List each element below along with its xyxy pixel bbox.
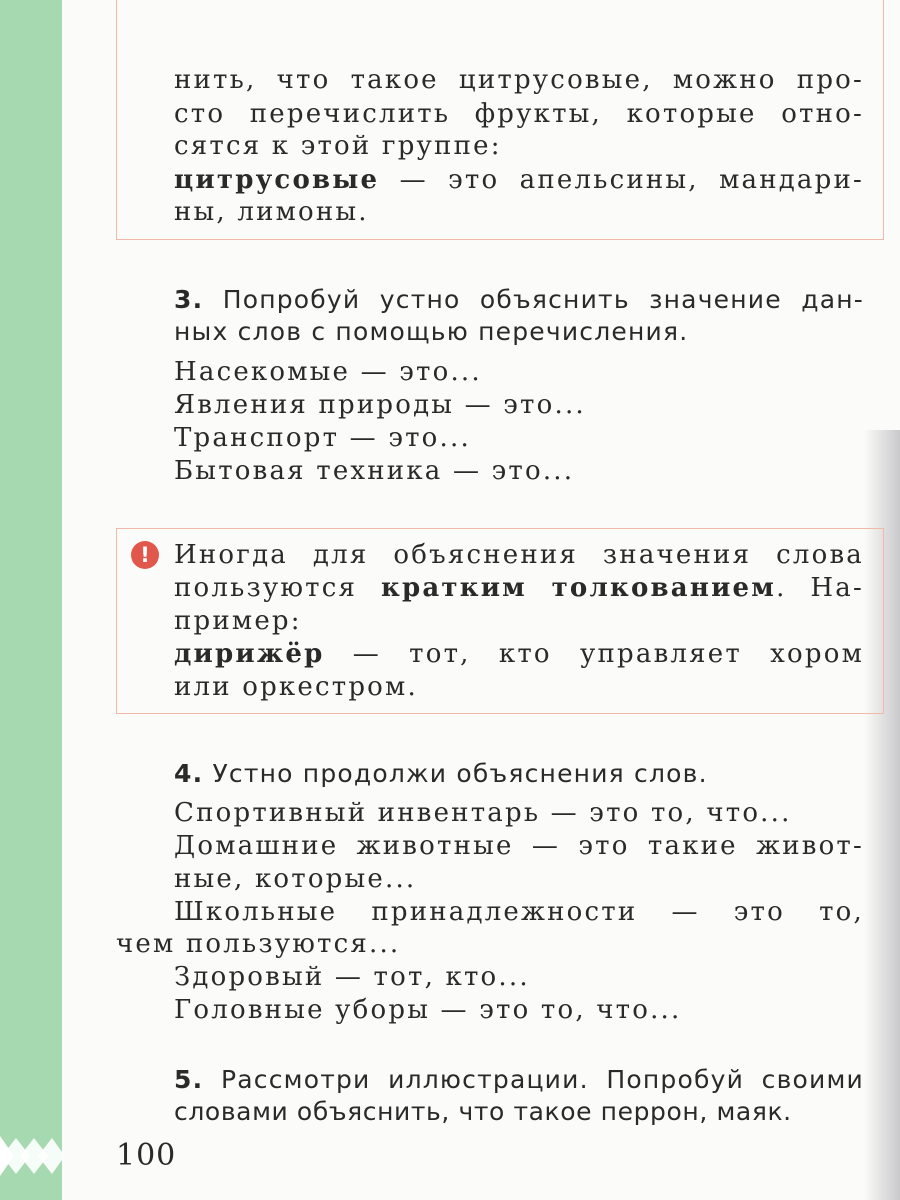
page-number: 100 [116, 1138, 177, 1173]
box2-line-4 [174, 638, 864, 670]
task3-item-1: Насекомые — это... [174, 357, 482, 387]
box1-line-2: сто перечислить фрукты, которые отно- [174, 99, 864, 129]
box1-line-5: ны, лимоны. [174, 197, 369, 227]
box1-line-3: сятся к этой группе: [174, 131, 502, 161]
task5-number: 5. [174, 1065, 204, 1094]
box1-line-4-rest: — это апельсины, мандари- [379, 165, 864, 195]
task3-number: 3. [174, 285, 204, 314]
decorative-triangles [0, 1136, 62, 1176]
task4-line-1: Спортивный инвентарь — это то, что... [174, 798, 792, 828]
task5-line-1 [174, 1064, 864, 1096]
box2-line-3: пример: [174, 606, 302, 636]
box2-line-5: или оркестром. [174, 672, 418, 702]
box2-line-1: Иногда для объяснения значения слова [174, 540, 864, 570]
task4-line-5: чем пользуются... [116, 929, 401, 959]
task3-item-2: Явления природы — это... [174, 390, 586, 420]
task3-line-1 [174, 284, 864, 316]
box2-line-4-rest: — тот, кто управляет хором [324, 639, 864, 669]
task4-line-3: ные, которые... [174, 864, 417, 894]
box2-line-2-a: пользуются [174, 573, 381, 603]
box1-line-4 [174, 164, 864, 196]
exclamation-icon: ! [131, 541, 159, 569]
term-citrus: цитрусовые [174, 165, 380, 195]
task5-line-2: словами объяснить, что такое перрон, маяк. [174, 1097, 792, 1126]
term-brief-interpretation: кратким толкованием [381, 573, 777, 603]
task4-number: 4. [174, 759, 204, 788]
task4-line-4: Школьные принадлежности — это то, [174, 897, 864, 927]
task4-line-7: Головные уборы — это то, что... [174, 995, 682, 1025]
box2-line-2-b: . На- [776, 573, 864, 603]
task3-item-3: Транспорт — это... [174, 423, 471, 453]
task3-line-2: ных слов с помощью перечисления. [174, 317, 689, 346]
task3-item-4: Бытовая техника — это... [174, 456, 575, 486]
task4-line-2: Домашние животные — это такие живот- [174, 831, 864, 861]
box1-line-1: нить, что такое цитрусовые, можно про- [174, 65, 864, 95]
margin-strip [0, 0, 62, 1200]
box2-line-2 [174, 572, 864, 604]
task5-text-1: Рассмотри иллюстрации. Попробуй своими [220, 1065, 865, 1094]
task4-title: Устно продолжи объяснения слов. [212, 759, 708, 788]
term-conductor: дирижёр [174, 639, 325, 669]
task4-line-6: Здоровый — тот, кто... [174, 962, 530, 992]
task3-text-1: Попробуй устно объяснить значение дан- [222, 285, 864, 314]
task4-title-line [174, 758, 864, 790]
